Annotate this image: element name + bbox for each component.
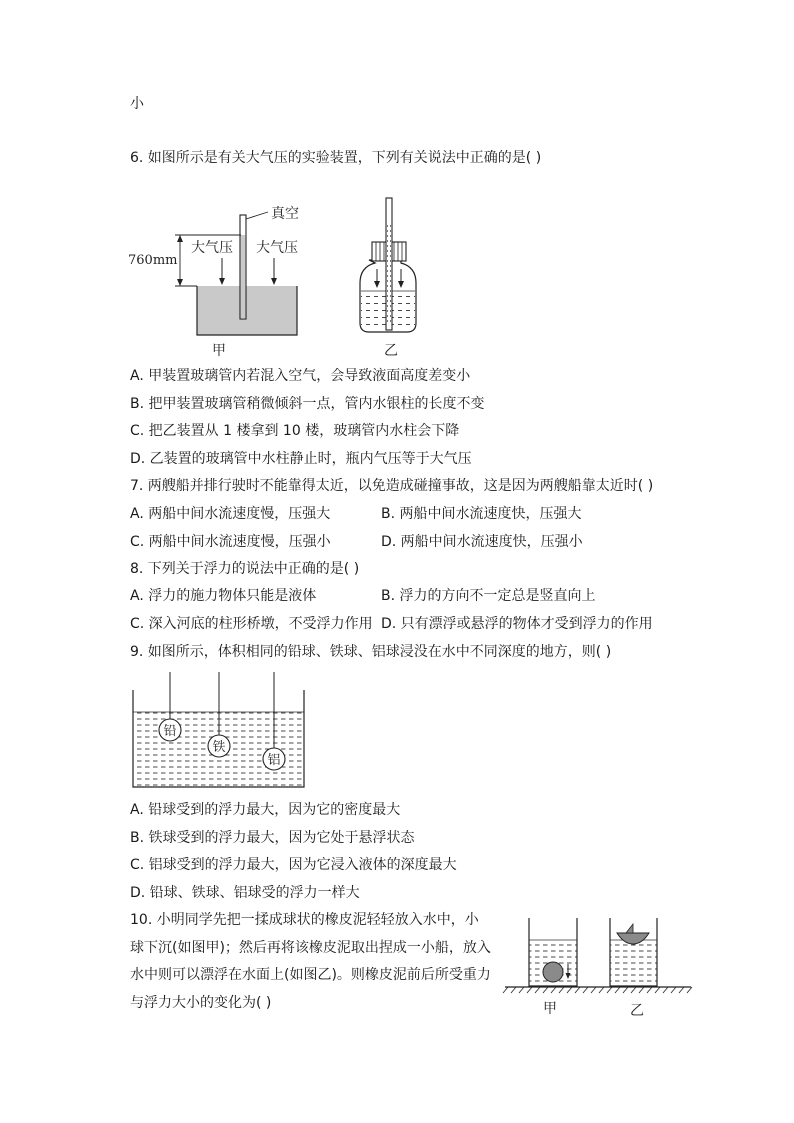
ball-iron (208, 735, 230, 757)
q9-option-b: B. 铁球受到的浮力最大，因为它处于悬浮状态 (130, 830, 415, 846)
q9-option-a: A. 铅球受到的浮力最大，因为它的密度最大 (130, 802, 401, 818)
q7-option-a: A. 两船中间水流速度慢，压强大 (130, 506, 331, 522)
bottle-barometer (360, 198, 416, 332)
q10-figure (502, 912, 694, 1022)
container-jia (529, 918, 577, 986)
q6-stem: 6. 如图所示是有关大气压的实验装置，下列有关说法中正确的是( ) (130, 150, 542, 166)
q7-option-c: C. 两船中间水流速度慢，压强小 (130, 534, 331, 550)
q8-option-b: B. 浮力的方向不一定总是竖直向上 (381, 588, 596, 604)
label-vacuum: 真空 (271, 206, 299, 222)
caption-jia: 甲 (212, 343, 226, 359)
q10-line-4: 与浮力大小的变化为( ) (130, 995, 272, 1011)
svg-text:铝: 铝 (267, 753, 281, 768)
q6-option-b: B. 把甲装置玻璃管稍微倾斜一点，管内水银柱的长度不变 (130, 396, 485, 412)
q9-option-d: D. 铅球、铁球、铝球受的浮力一样大 (130, 885, 360, 901)
q8-option-c: C. 深入河底的柱形桥墩，不受浮力作用 (130, 616, 373, 632)
label-760mm: 760mm (128, 253, 178, 268)
q8-stem: 8. 下列关于浮力的说法中正确的是( ) (130, 561, 360, 577)
caption-yi: 乙 (384, 343, 398, 359)
q6-option-d: D. 乙装置的玻璃管中水柱静止时，瓶内气压等于大气压 (130, 451, 472, 467)
caption-jia-10: 甲 (543, 1001, 557, 1017)
q10-line-1: 10. 小明同学先把一揉成球状的橡皮泥轻轻放入水中，小 (130, 912, 479, 928)
q10-line-3: 水中则可以漂浮在水面上(如图乙)。则橡皮泥前后所受重力 (130, 967, 491, 983)
q10-line-2: 球下沉(如图甲)；然后再将该橡皮泥取出捏成一小船，放入 (130, 940, 491, 956)
q7-option-b: B. 两船中间水流速度快，压强大 (381, 506, 582, 522)
q7-stem: 7. 两艘船并排行驶时不能靠得太近，以免造成碰撞事故，这是因为两艘船靠太近时( ) (130, 478, 654, 494)
torricelli-apparatus (175, 212, 297, 335)
q6-figure (125, 195, 425, 360)
q6-option-c: C. 把乙装置从 1 楼拿到 10 楼，玻璃管内水柱会下降 (130, 423, 460, 439)
q8-option-a: A. 浮力的施力物体只能是液体 (130, 588, 317, 604)
q7-option-d: D. 两船中间水流速度快，压强小 (381, 534, 583, 550)
container-yi (610, 918, 657, 986)
q8-option-d: D. 只有漂浮或悬浮的物体才受到浮力的作用 (381, 616, 653, 632)
q9-option-c: C. 铝球受到的浮力最大，因为它浸入液体的深度最大 (130, 857, 457, 873)
ball-aluminum (263, 748, 285, 770)
q9-figure (128, 668, 310, 792)
q6-option-a: A. 甲装置玻璃管内若混入空气，会导致液面高度差变小 (130, 368, 471, 384)
svg-text:铅: 铅 (163, 724, 177, 739)
label-atmospheric-left: 大气压 (191, 240, 233, 256)
caption-yi-10: 乙 (630, 1003, 644, 1019)
previous-question-fragment: 小 (130, 96, 144, 112)
svg-text:铁: 铁 (212, 740, 226, 755)
ball-lead (159, 719, 181, 741)
label-atmospheric-right: 大气压 (256, 240, 298, 256)
q9-stem: 9. 如图所示，体积相同的铅球、铁球、铝球浸没在水中不同深度的地方，则( ) (130, 644, 612, 660)
